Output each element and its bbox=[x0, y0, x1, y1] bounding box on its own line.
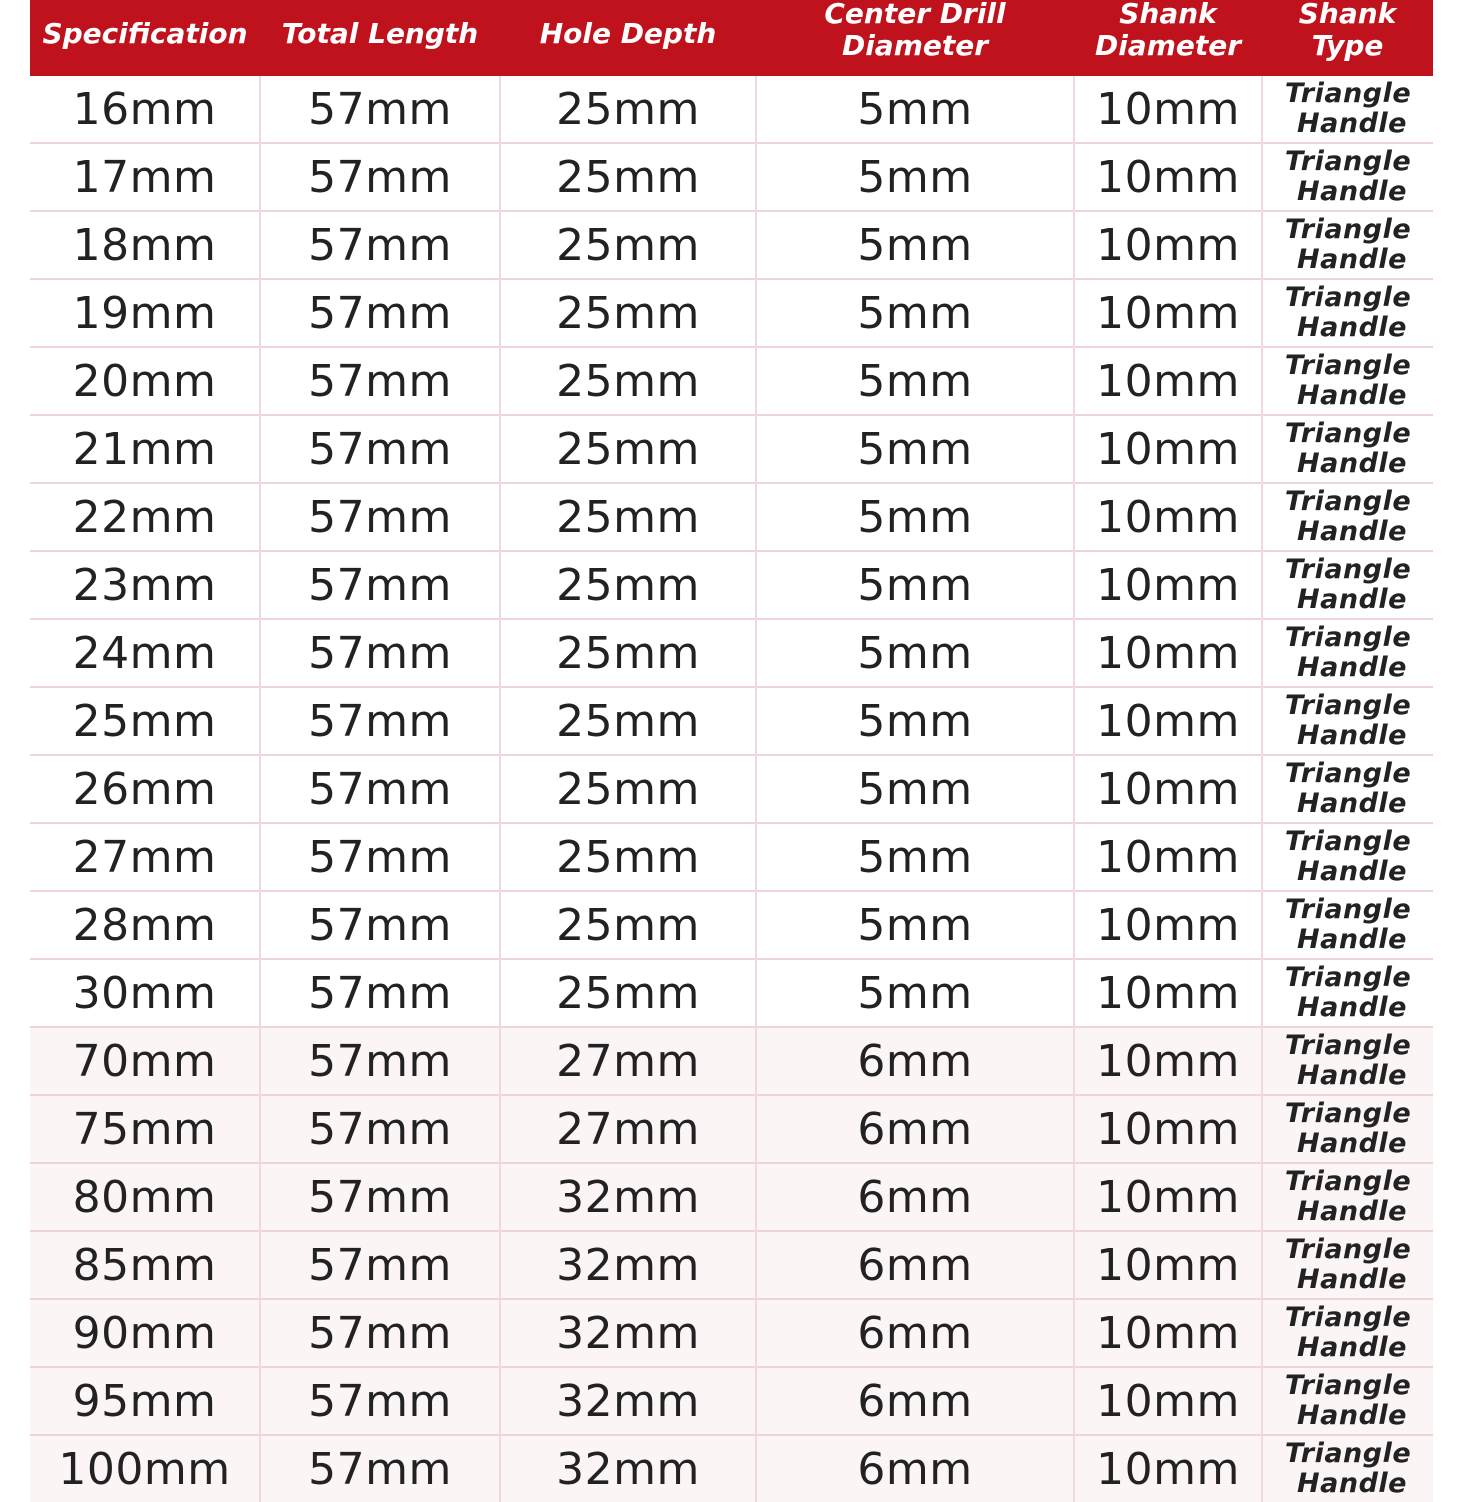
cell-shank-diameter: 10mm bbox=[1074, 1163, 1262, 1231]
cell-shank-diameter: 10mm bbox=[1074, 1095, 1262, 1163]
table-row bbox=[30, 483, 1433, 551]
shank-type-line: Handle bbox=[1297, 108, 1407, 139]
cell-hole-depth: 32mm bbox=[500, 1435, 756, 1502]
cell-specification: 70mm bbox=[30, 1027, 260, 1095]
cell-shank-diameter: 10mm bbox=[1074, 687, 1262, 755]
cell-hole-depth: 25mm bbox=[500, 687, 756, 755]
cell-shank-diameter: 10mm bbox=[1074, 551, 1262, 619]
table-row bbox=[30, 415, 1433, 483]
shank-type-line: Handle bbox=[1297, 856, 1407, 887]
shank-type-line: Handle bbox=[1297, 1128, 1407, 1159]
cell-shank-type bbox=[1262, 551, 1433, 619]
cell-center-drill-diameter: 6mm bbox=[756, 1231, 1074, 1299]
shank-type-line: Triangle bbox=[1284, 690, 1412, 721]
table-row bbox=[30, 76, 1433, 143]
cell-total-length: 57mm bbox=[260, 1095, 500, 1163]
cell-specification: 18mm bbox=[30, 211, 260, 279]
cell-shank-diameter: 10mm bbox=[1074, 619, 1262, 687]
table-row bbox=[30, 619, 1433, 687]
shank-type-line: Handle bbox=[1297, 244, 1407, 275]
cell-shank-type bbox=[1262, 755, 1433, 823]
cell-hole-depth: 25mm bbox=[500, 891, 756, 959]
cell-shank-type bbox=[1262, 1435, 1433, 1502]
cell-total-length: 57mm bbox=[260, 483, 500, 551]
cell-specification: 26mm bbox=[30, 755, 260, 823]
shank-type-line: Triangle bbox=[1284, 1166, 1412, 1197]
cell-shank-type bbox=[1262, 1027, 1433, 1095]
cell-center-drill-diameter: 6mm bbox=[756, 1299, 1074, 1367]
cell-hole-depth: 25mm bbox=[500, 551, 756, 619]
cell-specification: 27mm bbox=[30, 823, 260, 891]
header-line: Shank bbox=[1298, 0, 1397, 30]
header-line: Diameter bbox=[841, 29, 989, 62]
cell-shank-diameter: 10mm bbox=[1074, 279, 1262, 347]
table-row bbox=[30, 551, 1433, 619]
shank-type-line: Triangle bbox=[1284, 350, 1412, 381]
cell-total-length: 57mm bbox=[260, 619, 500, 687]
cell-hole-depth: 25mm bbox=[500, 143, 756, 211]
cell-total-length: 57mm bbox=[260, 891, 500, 959]
cell-hole-depth: 25mm bbox=[500, 619, 756, 687]
cell-shank-type bbox=[1262, 1163, 1433, 1231]
cell-hole-depth: 32mm bbox=[500, 1367, 756, 1435]
cell-center-drill-diameter: 5mm bbox=[756, 755, 1074, 823]
cell-center-drill-diameter: 5mm bbox=[756, 959, 1074, 1027]
cell-shank-type bbox=[1262, 279, 1433, 347]
table-row bbox=[30, 347, 1433, 415]
cell-shank-diameter: 10mm bbox=[1074, 1435, 1262, 1502]
shank-type-line: Triangle bbox=[1284, 622, 1412, 653]
header-total-length bbox=[260, 0, 500, 76]
cell-specification: 95mm bbox=[30, 1367, 260, 1435]
table-row bbox=[30, 279, 1433, 347]
cell-center-drill-diameter: 5mm bbox=[756, 211, 1074, 279]
cell-total-length: 57mm bbox=[260, 755, 500, 823]
cell-specification: 100mm bbox=[30, 1435, 260, 1502]
shank-type-line: Handle bbox=[1297, 312, 1407, 343]
shank-type-line: Handle bbox=[1297, 652, 1407, 683]
cell-hole-depth: 25mm bbox=[500, 483, 756, 551]
shank-type-line: Triangle bbox=[1284, 1302, 1412, 1333]
cell-hole-depth: 25mm bbox=[500, 211, 756, 279]
shank-type-line: Handle bbox=[1297, 992, 1407, 1023]
table-row bbox=[30, 1095, 1433, 1163]
cell-hole-depth: 27mm bbox=[500, 1095, 756, 1163]
cell-shank-diameter: 10mm bbox=[1074, 415, 1262, 483]
table-row bbox=[30, 891, 1433, 959]
cell-shank-diameter: 10mm bbox=[1074, 211, 1262, 279]
cell-center-drill-diameter: 5mm bbox=[756, 483, 1074, 551]
cell-specification: 80mm bbox=[30, 1163, 260, 1231]
header-line: Type bbox=[1311, 29, 1384, 62]
shank-type-line: Handle bbox=[1297, 1196, 1407, 1227]
shank-type-line: Handle bbox=[1297, 1468, 1407, 1499]
cell-total-length: 57mm bbox=[260, 347, 500, 415]
cell-shank-diameter: 10mm bbox=[1074, 483, 1262, 551]
shank-type-line: Triangle bbox=[1284, 418, 1412, 449]
shank-type-line: Handle bbox=[1297, 516, 1407, 547]
cell-shank-type bbox=[1262, 1299, 1433, 1367]
cell-specification: 22mm bbox=[30, 483, 260, 551]
cell-hole-depth: 25mm bbox=[500, 755, 756, 823]
cell-shank-diameter: 10mm bbox=[1074, 347, 1262, 415]
cell-hole-depth: 25mm bbox=[500, 347, 756, 415]
cell-shank-type bbox=[1262, 483, 1433, 551]
header-shank-type bbox=[1262, 0, 1433, 76]
cell-shank-type bbox=[1262, 619, 1433, 687]
shank-type-line: Handle bbox=[1297, 1060, 1407, 1091]
cell-hole-depth: 25mm bbox=[500, 959, 756, 1027]
cell-specification: 25mm bbox=[30, 687, 260, 755]
cell-total-length: 57mm bbox=[260, 1027, 500, 1095]
cell-specification: 20mm bbox=[30, 347, 260, 415]
table-row bbox=[30, 1163, 1433, 1231]
cell-specification: 17mm bbox=[30, 143, 260, 211]
cell-hole-depth: 32mm bbox=[500, 1163, 756, 1231]
table-row bbox=[30, 755, 1433, 823]
cell-total-length: 57mm bbox=[260, 1163, 500, 1231]
shank-type-line: Triangle bbox=[1284, 826, 1412, 857]
shank-type-line: Handle bbox=[1297, 924, 1407, 955]
cell-center-drill-diameter: 6mm bbox=[756, 1435, 1074, 1502]
cell-specification: 30mm bbox=[30, 959, 260, 1027]
cell-hole-depth: 25mm bbox=[500, 823, 756, 891]
table-row bbox=[30, 687, 1433, 755]
cell-hole-depth: 25mm bbox=[500, 279, 756, 347]
shank-type-line: Triangle bbox=[1284, 894, 1412, 925]
cell-total-length: 57mm bbox=[260, 279, 500, 347]
table-row bbox=[30, 1231, 1433, 1299]
shank-type-line: Handle bbox=[1297, 788, 1407, 819]
cell-shank-type bbox=[1262, 1367, 1433, 1435]
cell-shank-diameter: 10mm bbox=[1074, 143, 1262, 211]
cell-shank-diameter: 10mm bbox=[1074, 755, 1262, 823]
cell-specification: 28mm bbox=[30, 891, 260, 959]
table-row bbox=[30, 211, 1433, 279]
cell-total-length: 57mm bbox=[260, 1367, 500, 1435]
spec-table bbox=[30, 0, 1433, 1502]
shank-type-line: Triangle bbox=[1284, 1370, 1412, 1401]
header-shank-diameter bbox=[1074, 0, 1262, 76]
shank-type-line: Triangle bbox=[1284, 486, 1412, 517]
shank-type-line: Handle bbox=[1297, 1264, 1407, 1295]
cell-shank-type bbox=[1262, 1095, 1433, 1163]
cell-shank-diameter: 10mm bbox=[1074, 891, 1262, 959]
cell-total-length: 57mm bbox=[260, 687, 500, 755]
shank-type-line: Triangle bbox=[1284, 758, 1412, 789]
cell-center-drill-diameter: 5mm bbox=[756, 143, 1074, 211]
table-row bbox=[30, 1299, 1433, 1367]
table-row bbox=[30, 1027, 1433, 1095]
cell-specification: 85mm bbox=[30, 1231, 260, 1299]
cell-total-length: 57mm bbox=[260, 1299, 500, 1367]
cell-shank-type bbox=[1262, 687, 1433, 755]
cell-shank-diameter: 10mm bbox=[1074, 823, 1262, 891]
cell-center-drill-diameter: 6mm bbox=[756, 1163, 1074, 1231]
shank-type-line: Triangle bbox=[1284, 1098, 1412, 1129]
cell-specification: 19mm bbox=[30, 279, 260, 347]
header-line: Hole Depth bbox=[539, 17, 717, 50]
shank-type-line: Triangle bbox=[1284, 1234, 1412, 1265]
shank-type-line: Handle bbox=[1297, 1400, 1407, 1431]
cell-hole-depth: 25mm bbox=[500, 415, 756, 483]
shank-type-line: Triangle bbox=[1284, 554, 1412, 585]
shank-type-line: Triangle bbox=[1284, 146, 1412, 177]
cell-shank-diameter: 10mm bbox=[1074, 76, 1262, 143]
cell-total-length: 57mm bbox=[260, 415, 500, 483]
header-line: Center Drill bbox=[824, 0, 1006, 30]
cell-shank-type bbox=[1262, 959, 1433, 1027]
cell-center-drill-diameter: 5mm bbox=[756, 347, 1074, 415]
cell-specification: 90mm bbox=[30, 1299, 260, 1367]
shank-type-line: Handle bbox=[1297, 1332, 1407, 1363]
shank-type-line: Triangle bbox=[1284, 1438, 1412, 1469]
cell-hole-depth: 32mm bbox=[500, 1231, 756, 1299]
cell-hole-depth: 32mm bbox=[500, 1299, 756, 1367]
shank-type-line: Handle bbox=[1297, 380, 1407, 411]
header-line: Total Length bbox=[281, 17, 479, 50]
table-row bbox=[30, 959, 1433, 1027]
cell-specification: 23mm bbox=[30, 551, 260, 619]
cell-shank-diameter: 10mm bbox=[1074, 1367, 1262, 1435]
cell-center-drill-diameter: 5mm bbox=[756, 76, 1074, 143]
cell-center-drill-diameter: 5mm bbox=[756, 279, 1074, 347]
shank-type-line: Triangle bbox=[1284, 1030, 1412, 1061]
spec-sheet bbox=[30, 0, 1433, 1502]
table-row bbox=[30, 1367, 1433, 1435]
cell-total-length: 57mm bbox=[260, 551, 500, 619]
cell-shank-diameter: 10mm bbox=[1074, 1231, 1262, 1299]
header-line: Diameter bbox=[1094, 29, 1242, 62]
table-header-row bbox=[30, 0, 1433, 76]
cell-shank-type bbox=[1262, 347, 1433, 415]
cell-total-length: 57mm bbox=[260, 823, 500, 891]
cell-center-drill-diameter: 5mm bbox=[756, 551, 1074, 619]
table-row bbox=[30, 823, 1433, 891]
shank-type-line: Handle bbox=[1297, 176, 1407, 207]
cell-total-length: 57mm bbox=[260, 959, 500, 1027]
header-specification bbox=[30, 0, 260, 76]
cell-shank-type bbox=[1262, 891, 1433, 959]
cell-shank-diameter: 10mm bbox=[1074, 1027, 1262, 1095]
cell-specification: 24mm bbox=[30, 619, 260, 687]
cell-specification: 21mm bbox=[30, 415, 260, 483]
cell-center-drill-diameter: 5mm bbox=[756, 687, 1074, 755]
header-line: Shank bbox=[1119, 0, 1217, 30]
cell-center-drill-diameter: 6mm bbox=[756, 1027, 1074, 1095]
cell-specification: 16mm bbox=[72, 83, 217, 135]
cell-center-drill-diameter: 6mm bbox=[756, 1367, 1074, 1435]
cell-shank-type bbox=[1262, 1231, 1433, 1299]
shank-type-line: Handle bbox=[1297, 584, 1407, 615]
table-row bbox=[30, 1435, 1433, 1502]
cell-shank-type bbox=[1262, 823, 1433, 891]
shank-type-line: Triangle bbox=[1284, 962, 1412, 993]
cell-shank-diameter: 10mm bbox=[1074, 959, 1262, 1027]
header-hole-depth bbox=[500, 0, 756, 76]
cell-total-length: 57mm bbox=[260, 76, 500, 143]
cell-center-drill-diameter: 5mm bbox=[756, 415, 1074, 483]
cell-shank-diameter: 10mm bbox=[1074, 1299, 1262, 1367]
cell-shank-type bbox=[1262, 143, 1433, 211]
cell-total-length: 57mm bbox=[260, 143, 500, 211]
cell-center-drill-diameter: 6mm bbox=[756, 1095, 1074, 1163]
shank-type-line: Handle bbox=[1297, 448, 1407, 479]
shank-type-line: Triangle bbox=[1284, 78, 1412, 109]
shank-type-line: Triangle bbox=[1284, 282, 1412, 313]
cell-hole-depth: 25mm bbox=[500, 76, 756, 143]
header-line: Specification bbox=[42, 17, 248, 50]
cell-center-drill-diameter: 5mm bbox=[756, 619, 1074, 687]
cell-shank-type bbox=[1262, 415, 1433, 483]
shank-type-line: Handle bbox=[1297, 720, 1407, 751]
cell-shank-type bbox=[1262, 211, 1433, 279]
cell-total-length: 57mm bbox=[260, 1231, 500, 1299]
table-row bbox=[30, 143, 1433, 211]
table-body bbox=[30, 76, 1433, 1502]
cell-center-drill-diameter: 5mm bbox=[756, 823, 1074, 891]
shank-type-line: Triangle bbox=[1284, 214, 1412, 245]
cell-total-length: 57mm bbox=[260, 1435, 500, 1502]
cell-specification: 75mm bbox=[30, 1095, 260, 1163]
cell-hole-depth: 27mm bbox=[500, 1027, 756, 1095]
cell-center-drill-diameter: 5mm bbox=[756, 891, 1074, 959]
cell-total-length: 57mm bbox=[260, 211, 500, 279]
cell-shank-type bbox=[1262, 76, 1433, 143]
header-center-drill-diameter bbox=[756, 0, 1074, 76]
